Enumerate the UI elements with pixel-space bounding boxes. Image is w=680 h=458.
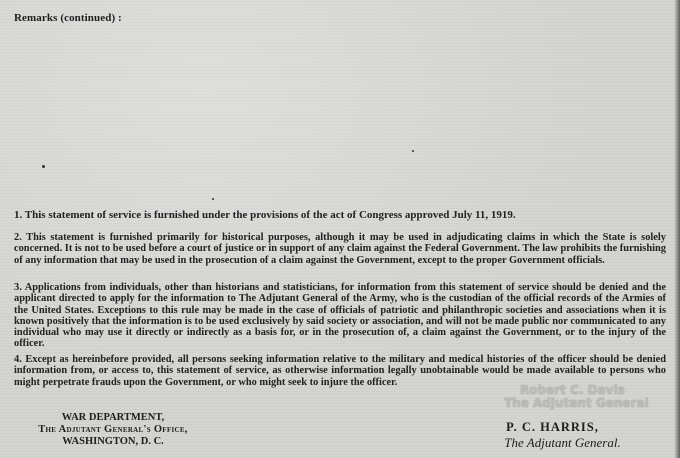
signatory-name: P. C. HARRIS, — [506, 420, 599, 434]
signature-stamp — [500, 384, 680, 410]
paragraph-4: 4. Except as hereinbefore provided, all persons seeking information relative to the military and medical histories of the officer should be denied information from, or access to, this statement of service, as otherwise information legally unobtainable would be made available to persons who might perpetrate frauds upon the Government, or who might seek to injure the officer. — [14, 354, 666, 388]
signatory-title: The Adjutant General. — [504, 435, 621, 450]
department-location: WASHINGTON, D. C. — [62, 436, 164, 447]
remarks-label: Remarks (continued) : — [14, 12, 122, 24]
department-block — [8, 412, 218, 448]
paragraph-2: 2. This statement is furnished primarily for historical purposes, although it may be used in adjudicating claims in which the State is solely concerned. It is not to be used before a court of justice or in support of any claim against the Federal Government. The law prohibits the furnishing of any information that may be used in the prosecution of a claim against the Government, except to the proper Government officials. — [14, 232, 666, 266]
paragraph-1: 1. This statement of service is furnished under the provisions of the act of Congress approved July 11, 1919. — [14, 209, 516, 221]
stamp-title: The Adjutant General — [504, 396, 649, 410]
signature-block — [430, 420, 675, 450]
ink-speck — [42, 165, 45, 168]
department-office: The Adjutant General's Office, — [38, 424, 188, 435]
stamp-name: Robert C. Davis — [520, 383, 625, 397]
department-name: WAR DEPARTMENT, — [61, 412, 165, 423]
ink-speck — [212, 198, 214, 200]
ink-speck — [412, 150, 414, 152]
paragraph-3: 3. Applications from individuals, other than historians and statisticians, for information from this statement of service should be denied and the applicant directed to apply for the information to The Adjutant General of the Army, who is the custodian of the official records of the Armies of the United States. Exceptions to this rule may be made in the case of officials of patriotic and philanthropic societies and associations when it is known positively that the information is to be used exclusively by said society or association, and will not be made public nor communicated to any individual who may use it directly or indirectly as a basis for, or in the prosecution of, a claim against the Government, or to the injury of the officer. — [14, 282, 666, 350]
